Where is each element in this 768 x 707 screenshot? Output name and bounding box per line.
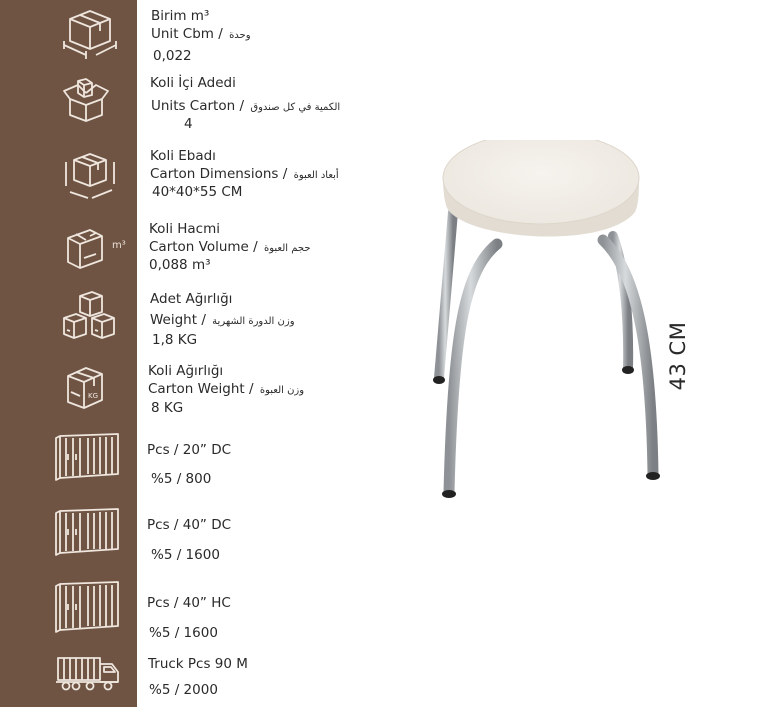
spec-unit-cbm-value: 0,022 — [153, 48, 192, 64]
spec-unit-cbm-subtitle: Unit Cbm / وحدة — [151, 26, 251, 42]
spec-carton-dimensions-subtitle: Carton Dimensions / أبعاد العبوة — [150, 166, 339, 182]
truck-icon — [56, 650, 124, 694]
spec-units-carton-title: Koli İçi Adedi — [150, 75, 236, 91]
container-20-icon — [56, 430, 124, 486]
spec-units-carton-value: 4 — [184, 116, 193, 132]
spec-unit-cbm-title: Birim m³ — [151, 8, 210, 24]
container-20-dc-label: Pcs / 20” DC — [147, 442, 232, 458]
stool-product-image — [425, 140, 665, 510]
m3-unit-label: m³ — [112, 240, 126, 251]
spec-carton-weight-subtitle: Carton Weight / وزن العبوة — [148, 381, 305, 397]
box-dimensions-icon — [56, 148, 124, 204]
spec-carton-volume-subtitle: Carton Volume / حجم العبوة — [149, 239, 311, 255]
spec-carton-volume-title: Koli Hacmi — [149, 221, 220, 237]
open-box-icon — [56, 75, 124, 131]
kg-tag-label: KG — [88, 392, 99, 400]
container-40-icon — [56, 505, 124, 561]
container-40-hc-icon — [56, 580, 124, 636]
height-dimension-label: 43 CM — [666, 321, 690, 391]
spec-carton-weight-title: Koli Ağırlığı — [148, 363, 224, 379]
truck-value: %5 / 2000 — [149, 682, 218, 698]
spec-carton-weight-value: 8 KG — [151, 400, 184, 416]
spec-weight-subtitle: Weight / وزن الدورة الشهرية — [150, 312, 295, 328]
container-40-hc-value: %5 / 1600 — [149, 625, 218, 641]
box-cube-icon — [56, 5, 124, 61]
stacked-boxes-icon — [56, 292, 124, 348]
spec-carton-dimensions-title: Koli Ebadı — [150, 148, 216, 164]
spec-units-carton-subtitle: Units Carton / الكمية في كل صندوق — [151, 98, 341, 114]
container-20-dc-value: %5 / 800 — [151, 471, 212, 487]
container-40-dc-label: Pcs / 40” DC — [147, 517, 232, 533]
spec-carton-volume-value: 0,088 m³ — [149, 257, 211, 273]
container-40-dc-value: %5 / 1600 — [151, 547, 220, 563]
truck-label: Truck Pcs 90 M — [148, 656, 248, 672]
spec-weight-value: 1,8 KG — [152, 332, 198, 348]
container-40-hc-label: Pcs / 40” HC — [147, 595, 231, 611]
spec-weight-title: Adet Ağırlığı — [150, 291, 233, 307]
box-weight-icon — [56, 362, 124, 418]
spec-carton-dimensions-value: 40*40*55 CM — [152, 184, 243, 200]
